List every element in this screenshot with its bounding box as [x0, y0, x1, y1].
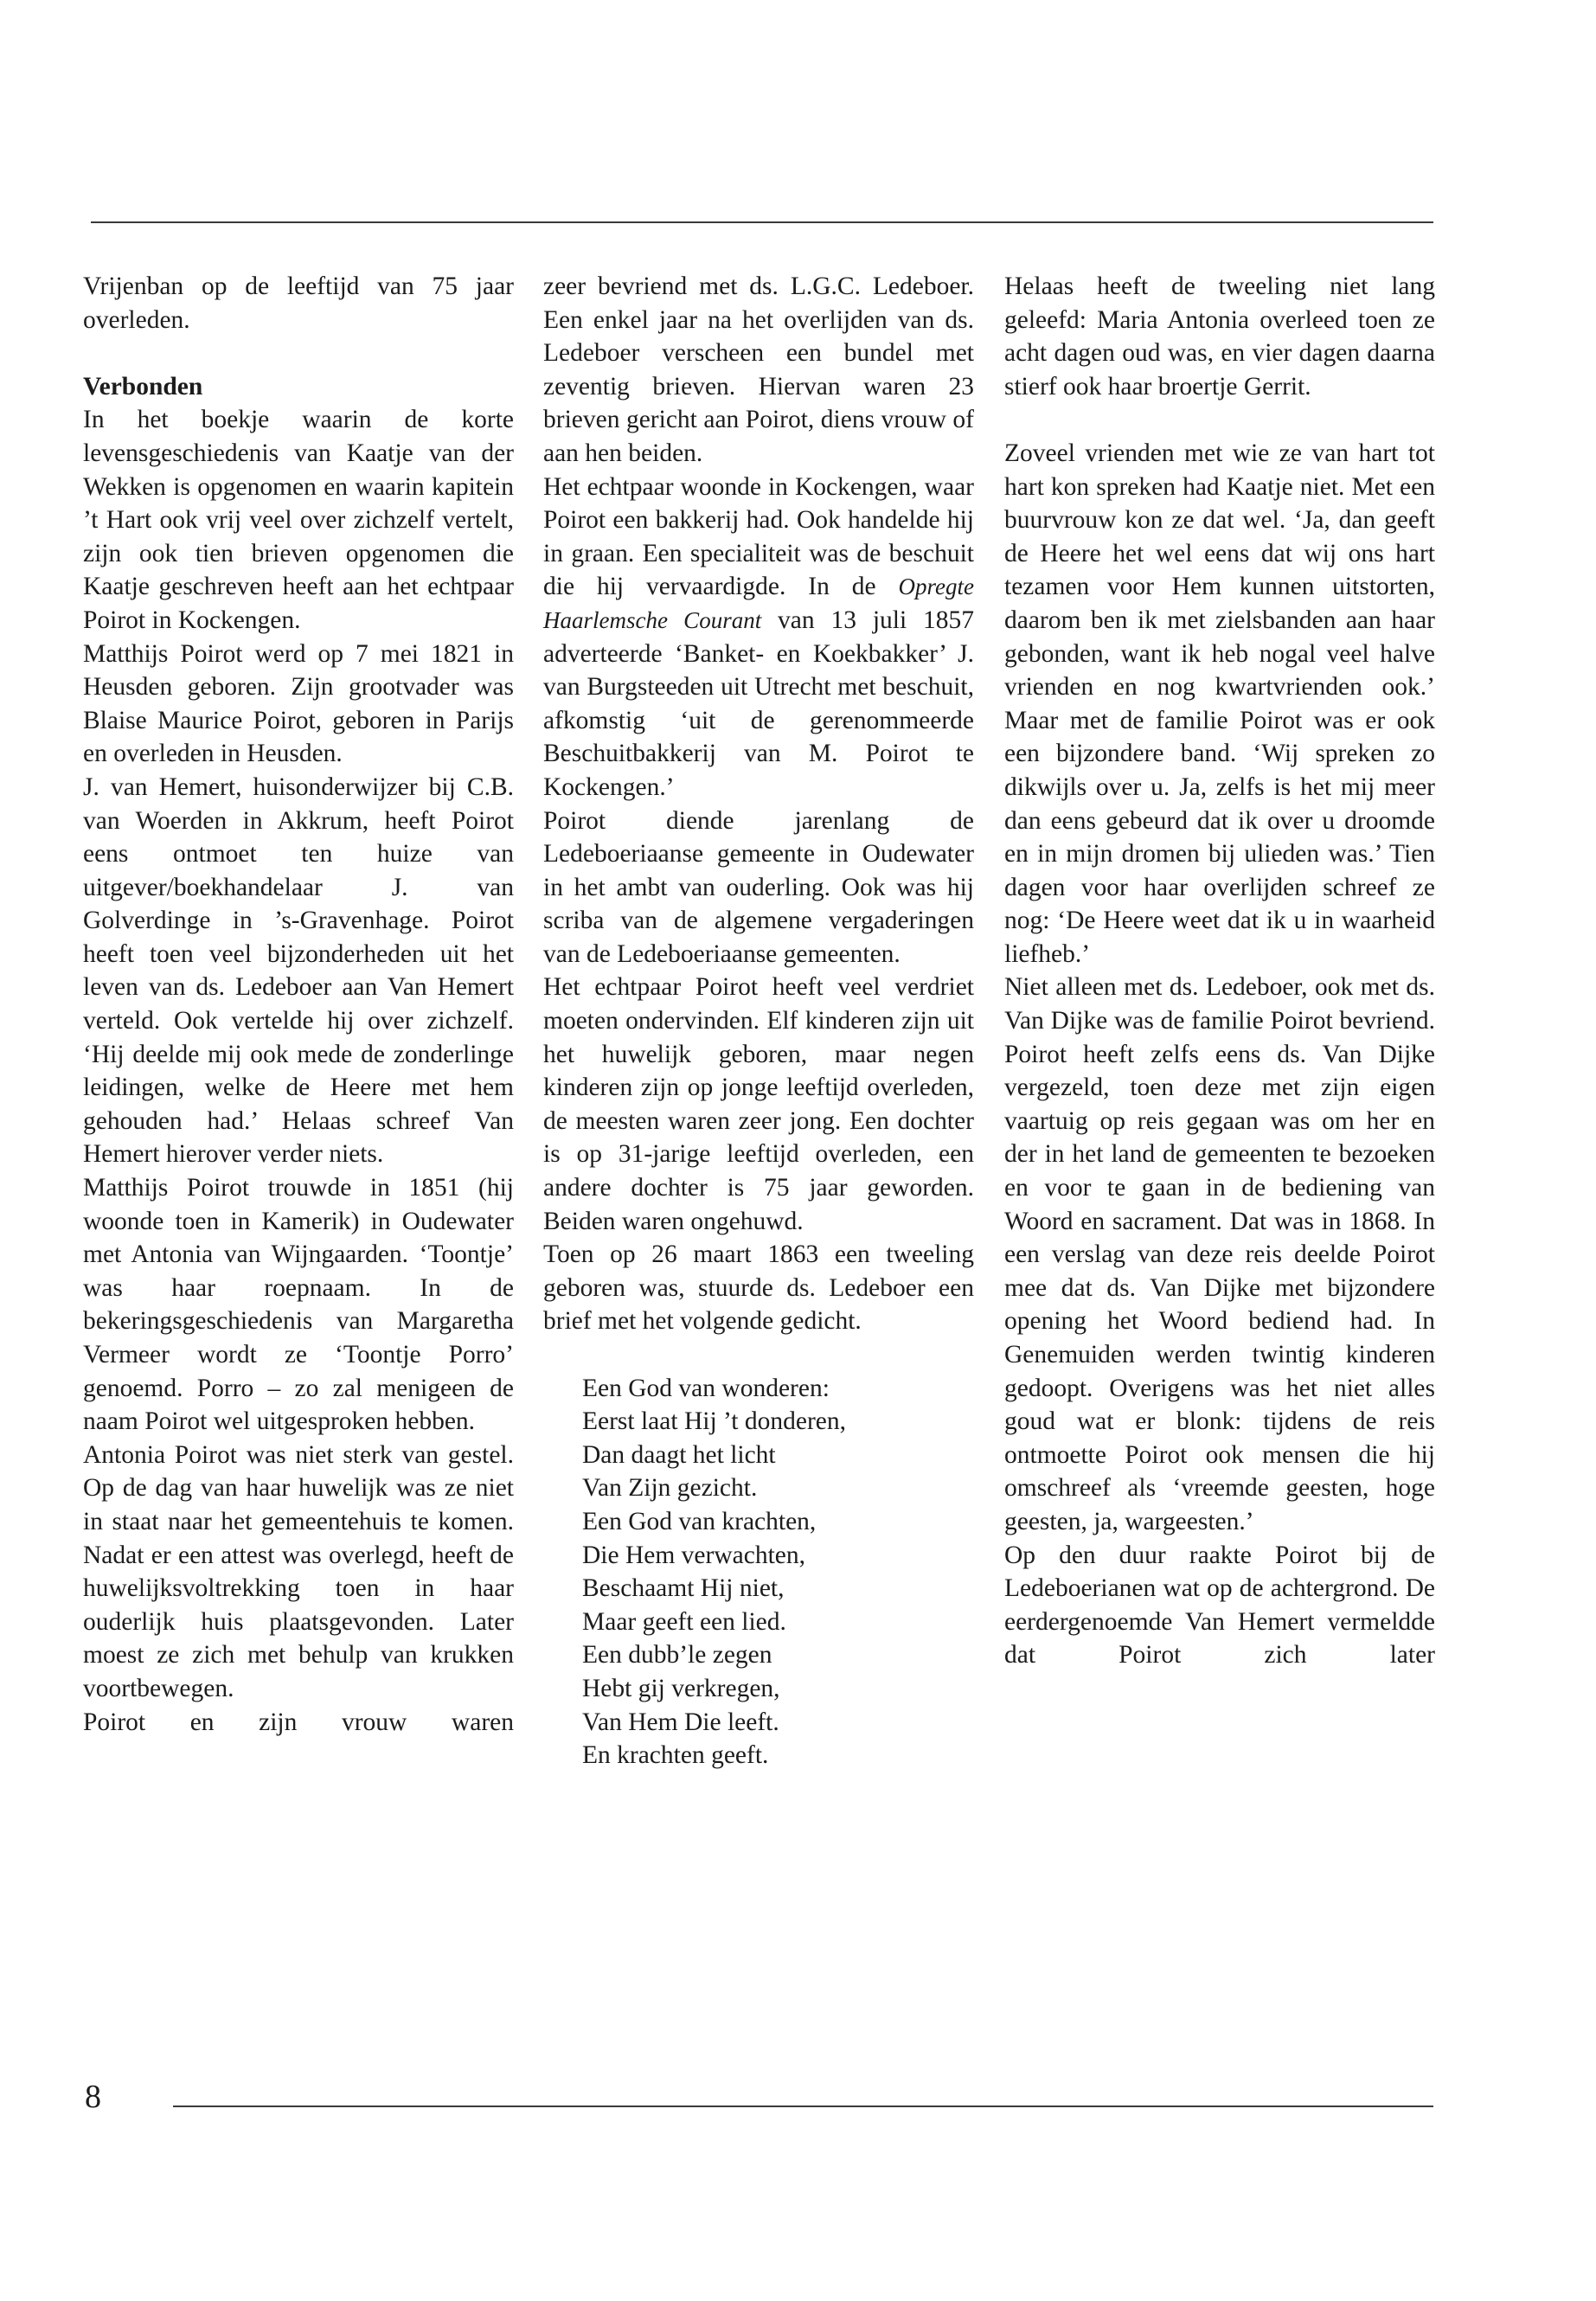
paragraph: Toen op 26 maart 1863 een tweeling geboren was, stuurde ds. Ledeboer een brief met het volgende gedicht. [543, 1240, 974, 1336]
poem-line: Dan daagt het licht [582, 1440, 776, 1469]
paragraph: Niet alleen met ds. Ledeboer, ook met ds. Van Dijke was de familie Poirot bevriend. Poirot heeft zelfs eens ds. Van Dijke vergezeld, toen deze met zijn eigen vaartuig op reis gegaan was om her en der in het land de gemeenten te bezoeken en voor te gaan in de bediening van Woord en sacrament. Dat was in 1868. In een verslag van deze reis deelde Poirot mee dat ds. Van Dijke met bijzondere opening het Woord bediend had. In Genemuiden werden twintig kinderen gedoopt. Overigens was het niet alles goud wat er blonk: tijdens de reis ontmoette Poirot ook mensen die hij omschreef als ‘vreemde geesten, hoge geesten, ja, wargeesten.’ [1004, 973, 1435, 1535]
footer-rule [173, 2106, 1433, 2107]
poem-line: Hebt gij verkregen, [582, 1674, 780, 1702]
paragraph: Het echtpaar Poirot heeft veel verdriet moeten ondervinden. Elf kinderen zijn uit het huwelijk geboren, maar negen kinderen zijn op jonge leeftijd overleden, de meesten waren zeer jong. Een dochter is op 31-jarige leeftijd overleden, een andere dochter is 75 jaar geworden. Beiden waren ongehuwd. [543, 973, 974, 1235]
paragraph: J. van Hemert, huisonderwijzer bij C.B. van Woerden in Akkrum, heeft Poirot eens ontmoet ten huize van uitgever/boekhandelaar J. van Golverdinge in ’s-Gravenhage. Poirot heeft toen veel bijzonderheden uit het leven van ds. Ledeboer aan Van Hemert verteld. Ook vertelde hij over zichzelf. ‘Hij deelde mij ook mede de zonderlinge leidingen, welke de Heere met hem gehouden had.’ Helaas schreef Van Hemert hierover verder niets. [83, 772, 514, 1169]
paragraph: Vrijenban op de leeftijd van 75 jaar overleden. [83, 272, 514, 334]
poem-line: Eerst laat Hij ’t donderen, [582, 1407, 847, 1436]
poem-line: Van Hem Die leeft. [582, 1708, 779, 1736]
paragraph: Matthijs Poirot werd op 7 mei 1821 in Heusden geboren. Zijn grootvader was Blaise Maurice Poirot, geboren in Parijs en overleden in Heusden. [83, 639, 514, 768]
paragraph-gap [1004, 403, 1435, 437]
poem-line: Van Zijn gezicht. [582, 1474, 758, 1503]
poem-line: Een God van wonderen: [582, 1374, 830, 1402]
paragraph-text: Het echtpaar woonde in Kockengen, waar Poirot een bakkerij had. Ook handelde hij in graan. Een specialiteit was de beschuit die hij vervaardigde. In de [543, 472, 974, 601]
text-column-2 [543, 270, 974, 1772]
poem-line: Een God van krachten, [582, 1507, 817, 1535]
paragraph: In het boekje waarin de korte levensgeschiedenis van Kaatje van der Wekken is opgenomen en waarin kapitein ’t Hart ook vrij veel over zichzelf vertelt, zijn ook tien brieven opgenomen die Kaatje geschreven heeft aan het echtpaar Poirot in Kockengen. [83, 406, 514, 634]
paragraph: Poirot diende jarenlang de Ledeboeriaanse gemeente in Oudewater in het ambt van ouderling. Ook was hij scriba van de algemene vergaderingen van de Ledeboeriaanse gemeenten. [543, 806, 974, 968]
poem-line: Maar geeft een lied. [582, 1607, 786, 1636]
paragraph: Op den duur raakte Poirot bij de Ledeboerianen wat op de achtergrond. De eerdergenoemde Van Hemert vermeldde dat Poirot zich later [1004, 1541, 1435, 1670]
section-heading: Verbonden [83, 372, 203, 401]
poem [543, 1372, 974, 1772]
paragraph-gap [83, 336, 514, 370]
paragraph [543, 471, 974, 804]
paragraph: zeer bevriend met ds. L.G.C. Ledeboer. Een enkel jaar na het overlijden van ds. Ledeboer verscheen een bundel met zeventig brieven. Hiervan waren 23 brieven gericht aan Poirot, diens vrouw of aan hen beiden. [543, 272, 974, 467]
paragraph-text: van 13 juli 1857 adverteerde ‘Banket- en Koekbakker’ J. van Burgsteeden uit Utrecht met beschuit, afkomstig ‘uit de gerenommeerde Beschuitbakkerij van M. Poirot te Kockengen.’ [543, 606, 975, 801]
text-column-1 [83, 270, 514, 1739]
paragraph: Helaas heeft de tweeling niet lang geleefd: Maria Antonia overleed toen ze acht dagen oud was, en vier dagen daarna stierf ook haar broertje Gerrit. [1004, 272, 1435, 401]
poem-line: Een dubb’le zegen [582, 1641, 772, 1670]
poem-line: En krachten geeft. [582, 1741, 769, 1770]
paragraph: Antonia Poirot was niet sterk van gestel. Op de dag van haar huwelijk was ze niet in staat naar het gemeentehuis te komen. Nadat er een attest was overlegd, heeft de huwelijksvoltrekking toen in haar ouderlijk huis plaatsgevonden. Later moest ze zich met behulp van krukken voortbewegen. [83, 1440, 514, 1702]
text-column-3 [1004, 270, 1435, 1672]
paragraph: Zoveel vrienden met wie ze van hart tot hart kon spreken had Kaatje niet. Met een buurvrouw kon ze dat wel. ‘Ja, dan geeft de Heere het wel eens dat wij ons hart tezamen voor Hem kunnen uitstorten, daarom ben ik met zielsbanden aan haar gebonden, want ik heb nogal veel halve vrienden en nog kwartvrienden ook.’ Maar met de familie Poirot was er ook een bijzondere band. ‘Wij spreken zo dikwijls over u. Ja, zelfs is het mij meer dan eens gebeurd dat ik over u droomde en in mijn dromen bij ulieden was.’ Tien dagen voor haar overlijden schreef ze nog: ‘De Heere weet dat ik u in waarheid liefheb.’ [1004, 439, 1435, 968]
header-rule [91, 221, 1433, 223]
poem-line: Die Hem verwachten, [582, 1541, 806, 1569]
paragraph: Matthijs Poirot trouwde in 1851 (hij woonde toen in Kamerik) in Oudewater met Antonia van Wijngaarden. ‘Toontje’ was haar roepnaam. In de bekeringsgeschiedenis van Margaretha Vermeer wordt ze ‘Toontje Porro’ genoemd. Porro – zo zal menigeen de naam Poirot wel uitgesproken hebben. [83, 1174, 514, 1436]
paragraph: Poirot en zijn vrouw waren [83, 1708, 514, 1736]
poem-line: Beschaamt Hij niet, [582, 1574, 785, 1603]
page-number: 8 [85, 2079, 101, 2115]
newspaper-title: Opregte Haarlemsche Courant [543, 574, 974, 633]
